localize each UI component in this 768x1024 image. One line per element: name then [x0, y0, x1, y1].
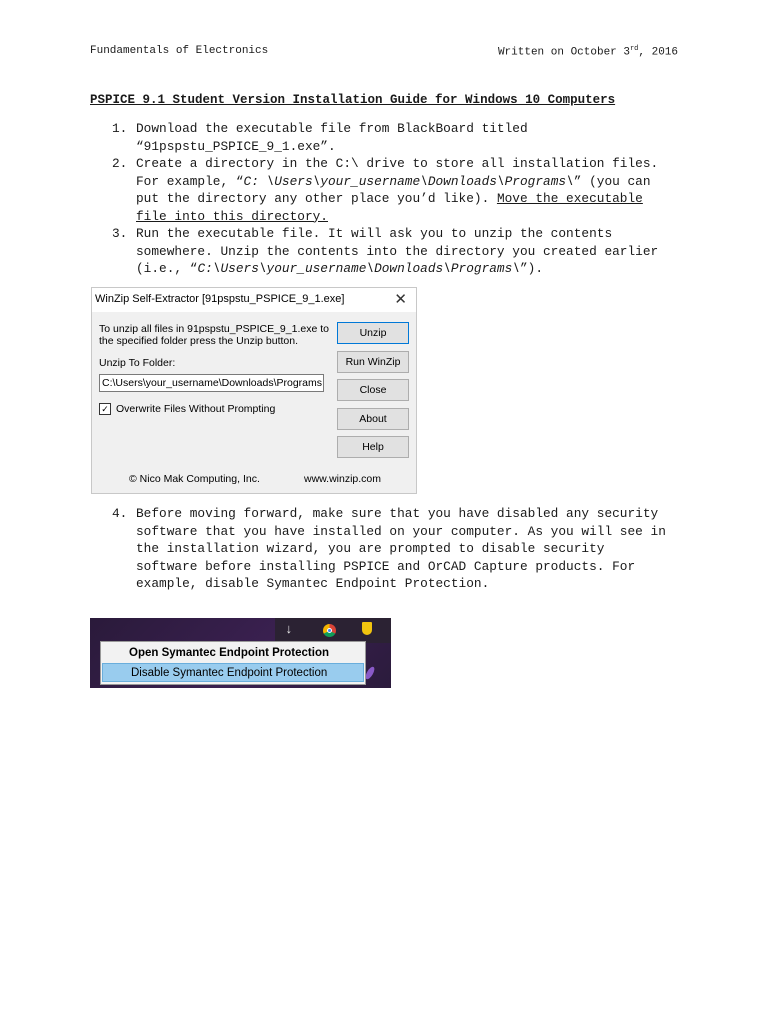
- step-1-text: Download the executable file from BlackBoard titled “91pspstu_PSPICE_9_1.exe”.: [136, 121, 528, 154]
- close-button[interactable]: Close: [337, 379, 409, 401]
- step-4-number: 4.: [112, 506, 128, 521]
- step-2: [112, 155, 672, 225]
- step-2-path: C: \Users\your_username\Downloads\Programs\: [243, 173, 574, 189]
- menu-item-open-symantec[interactable]: Open Symantec Endpoint Protection: [129, 647, 329, 659]
- overwrite-checkbox[interactable]: ✓: [99, 403, 111, 415]
- page-title: PSPICE 9.1 Student Version Installation Guide for Windows 10 Computers: [90, 93, 616, 107]
- symantec-shield-icon[interactable]: [362, 622, 372, 635]
- dialog-titlebar: [92, 288, 416, 312]
- header-date: [498, 45, 678, 59]
- header-date-sup: rd: [629, 45, 639, 53]
- tray-context-menu: [100, 641, 366, 685]
- dialog-description: To unzip all files in 91pspstu_PSPICE_9_1.exe to the specified folder press the Unzip button.: [99, 323, 329, 347]
- step-2-text-a: Create a directory in the C:\ drive to store all installation files. For example, “: [136, 156, 659, 189]
- about-button[interactable]: About: [337, 408, 409, 430]
- header-date-suffix: , 2016: [638, 46, 678, 59]
- step-1-number: 1.: [112, 121, 128, 136]
- unzip-folder-label: Unzip To Folder:: [99, 357, 176, 369]
- step-4: [112, 505, 672, 593]
- symantec-tray-screenshot: [90, 618, 391, 688]
- overwrite-option[interactable]: [99, 403, 275, 415]
- step-3-path: C:\Users\your_username\Downloads\Programs\: [197, 261, 520, 276]
- overwrite-label: Overwrite Files Without Prompting: [116, 403, 276, 415]
- step-4-text: Before moving forward, make sure that you have disabled any security software that you have installed on your computer. As you will see in the installation wizard, you are prompted to disable security software before installing PSPICE and OrCAD Capture products. For example, disable Symantec Endpoint Protection.: [136, 506, 666, 591]
- steps-list-a: [112, 120, 672, 278]
- chrome-icon[interactable]: [323, 624, 336, 637]
- header-course: Fundamentals of Electronics: [90, 45, 269, 57]
- step-3: [112, 225, 672, 278]
- menu-item-disable-symantec[interactable]: Disable Symantec Endpoint Protection: [102, 663, 364, 682]
- step-2-number: 2.: [112, 156, 128, 171]
- run-winzip-button[interactable]: Run WinZip: [337, 351, 409, 373]
- dialog-copyright: © Nico Mak Computing, Inc.: [129, 473, 260, 485]
- step-1: [112, 120, 672, 155]
- dialog-url[interactable]: www.winzip.com: [304, 473, 382, 485]
- unzip-folder-input[interactable]: C:\Users\your_username\Downloads\Programs: [99, 374, 324, 392]
- step-3-text-b: ”).: [519, 261, 544, 276]
- help-button[interactable]: Help: [337, 436, 409, 458]
- close-icon[interactable]: ✕: [394, 291, 407, 308]
- step-2-text-b: ” (you can put the directory any other place you’d like).: [136, 173, 651, 206]
- winzip-dialog: [91, 287, 417, 494]
- step-2-underlined: Move the executable file into this directory.: [136, 191, 643, 224]
- steps-list-b: [112, 505, 672, 593]
- unzip-button[interactable]: Unzip: [337, 322, 409, 344]
- step-3-number: 3.: [112, 226, 128, 241]
- step-3-text-a: Run the executable file. It will ask you to unzip the contents somewhere. Unzip the contents into the directory you created earlier (i.e., “: [136, 226, 659, 276]
- tray-download-icon[interactable]: ↓: [285, 622, 293, 637]
- dialog-title: WinZip Self-Extractor [91pspstu_PSPICE_9_1.exe]: [95, 293, 345, 305]
- header-date-prefix: Written on October 3: [497, 46, 630, 59]
